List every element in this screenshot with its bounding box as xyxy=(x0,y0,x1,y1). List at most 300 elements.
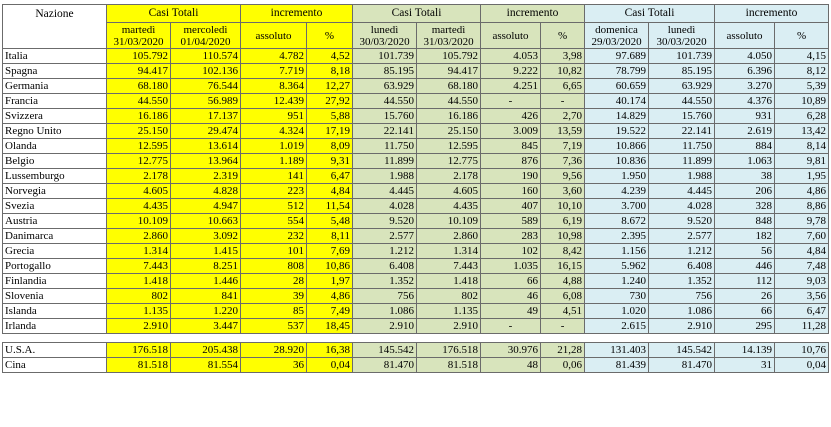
incremento-header-2: incremento xyxy=(481,5,585,23)
table-cell: 68.180 xyxy=(107,79,171,94)
casi-totali-header-3: Casi Totali xyxy=(585,5,715,23)
table-row xyxy=(3,169,829,184)
table-cell: 25.150 xyxy=(107,124,171,139)
table-cell: 12.775 xyxy=(417,154,481,169)
table-cell: 841 xyxy=(171,289,241,304)
table-cell: 7,36 xyxy=(541,154,585,169)
table-cell: 10,86 xyxy=(307,259,353,274)
table-row xyxy=(3,214,829,229)
table-cell: 160 xyxy=(481,184,541,199)
table-cell: 8.672 xyxy=(585,214,649,229)
table-cell: 39 xyxy=(241,289,307,304)
table-cell: 4.605 xyxy=(107,184,171,199)
table-cell: 295 xyxy=(715,319,775,334)
table-cell: 5,48 xyxy=(307,214,353,229)
table-cell: 4,84 xyxy=(307,184,353,199)
table-cell: 36 xyxy=(241,358,307,373)
table-cell: 13,59 xyxy=(541,124,585,139)
table-cell: 4.251 xyxy=(481,79,541,94)
table-cell: 1.418 xyxy=(107,274,171,289)
table-cell: - xyxy=(481,319,541,334)
table-cell: 101.739 xyxy=(649,49,715,64)
table-cell: 46 xyxy=(481,289,541,304)
table-cell: 876 xyxy=(481,154,541,169)
table-cell: 1.135 xyxy=(107,304,171,319)
table-cell: 63.929 xyxy=(353,79,417,94)
country-name: Cina xyxy=(3,358,107,373)
table-cell: 10,98 xyxy=(541,229,585,244)
country-name: Norvegia xyxy=(3,184,107,199)
table-cell: 6.408 xyxy=(649,259,715,274)
table-cell: 31 xyxy=(715,358,775,373)
table-cell: 10,89 xyxy=(775,94,829,109)
table-cell: 9.520 xyxy=(649,214,715,229)
country-name: Finlandia xyxy=(3,274,107,289)
table-cell: - xyxy=(481,94,541,109)
country-name: Regno Unito xyxy=(3,124,107,139)
table-cell: 845 xyxy=(481,139,541,154)
table-row xyxy=(3,343,829,358)
table-cell: 8,42 xyxy=(541,244,585,259)
table-cell: 537 xyxy=(241,319,307,334)
table-cell: 81.518 xyxy=(107,358,171,373)
nation-header: Nazione xyxy=(3,5,107,49)
table-cell: 1.988 xyxy=(353,169,417,184)
table-cell: 85.195 xyxy=(353,64,417,79)
table-cell: 7,19 xyxy=(541,139,585,154)
table-cell: - xyxy=(541,94,585,109)
table-cell: 931 xyxy=(715,109,775,124)
table-cell: 1.950 xyxy=(585,169,649,184)
table-cell: 2.577 xyxy=(649,229,715,244)
table-cell: 81.439 xyxy=(585,358,649,373)
table-body xyxy=(3,49,829,334)
table-cell: 1.352 xyxy=(353,274,417,289)
table-cell: 10,10 xyxy=(541,199,585,214)
table-cell: 81.470 xyxy=(649,358,715,373)
table-cell: 5,88 xyxy=(307,109,353,124)
table-cell: 426 xyxy=(481,109,541,124)
table-cell: 145.542 xyxy=(649,343,715,358)
incremento-header-1: incremento xyxy=(241,5,353,23)
table-cell: 205.438 xyxy=(171,343,241,358)
table-cell: 101.739 xyxy=(353,49,417,64)
table-cell: 9.222 xyxy=(481,64,541,79)
table-cell: 81.554 xyxy=(171,358,241,373)
table-cell: 1.189 xyxy=(241,154,307,169)
table-cell: 3,60 xyxy=(541,184,585,199)
table-cell: 4.028 xyxy=(353,199,417,214)
table-cell: 6.396 xyxy=(715,64,775,79)
table-cell: 0,06 xyxy=(541,358,585,373)
table-cell: 884 xyxy=(715,139,775,154)
table-cell: 4.239 xyxy=(585,184,649,199)
table-cell: 1.212 xyxy=(353,244,417,259)
table-cell: 15.760 xyxy=(353,109,417,124)
table-cell: 11.899 xyxy=(353,154,417,169)
table-row xyxy=(3,358,829,373)
table-cell: 4.605 xyxy=(417,184,481,199)
table-cell: 2.577 xyxy=(353,229,417,244)
table-cell: 85 xyxy=(241,304,307,319)
table-cell: 11.750 xyxy=(649,139,715,154)
date-header-1b: mercoledì 01/04/2020 xyxy=(171,23,241,49)
table-row xyxy=(3,259,829,274)
assoluto-header-2: assoluto xyxy=(481,23,541,49)
table-cell: 4,84 xyxy=(775,244,829,259)
table-cell: 4,51 xyxy=(541,304,585,319)
table-cell: 66 xyxy=(715,304,775,319)
covid-cases-table-container xyxy=(2,4,828,373)
spacer-cell xyxy=(3,334,829,343)
covid-cases-table xyxy=(2,4,829,373)
table-cell: 802 xyxy=(107,289,171,304)
table-cell: 2.178 xyxy=(107,169,171,184)
table-cell: 11,28 xyxy=(775,319,829,334)
table-cell: 9,31 xyxy=(307,154,353,169)
table-cell: 11,54 xyxy=(307,199,353,214)
table-cell: 4.947 xyxy=(171,199,241,214)
table-cell: 44.550 xyxy=(417,94,481,109)
table-cell: 17.137 xyxy=(171,109,241,124)
assoluto-header-1: assoluto xyxy=(241,23,307,49)
table-cell: 283 xyxy=(481,229,541,244)
table-cell: 10.866 xyxy=(585,139,649,154)
percent-header-3: % xyxy=(775,23,829,49)
table-cell: 1.314 xyxy=(107,244,171,259)
table-row xyxy=(3,319,829,334)
table-cell: 190 xyxy=(481,169,541,184)
table-cell: 1.988 xyxy=(649,169,715,184)
date-header-1a: martedì 31/03/2020 xyxy=(107,23,171,49)
table-cell: 1.063 xyxy=(715,154,775,169)
table-cell: 85.195 xyxy=(649,64,715,79)
country-name: Spagna xyxy=(3,64,107,79)
table-cell: 1.314 xyxy=(417,244,481,259)
table-cell: 206 xyxy=(715,184,775,199)
table-cell: 7,69 xyxy=(307,244,353,259)
table-cell: 141 xyxy=(241,169,307,184)
table-cell: 10,82 xyxy=(541,64,585,79)
table-row xyxy=(3,49,829,64)
table-cell: 407 xyxy=(481,199,541,214)
table-cell: 16.186 xyxy=(417,109,481,124)
table-cell: 1.019 xyxy=(241,139,307,154)
country-name: Belgio xyxy=(3,154,107,169)
table-row xyxy=(3,289,829,304)
table-cell: 48 xyxy=(481,358,541,373)
table-cell: 7,49 xyxy=(307,304,353,319)
date-header-3b: lunedì 30/03/2020 xyxy=(649,23,715,49)
table-cell: 512 xyxy=(241,199,307,214)
table-cell: 1.035 xyxy=(481,259,541,274)
table-cell: 951 xyxy=(241,109,307,124)
table-cell: 7,60 xyxy=(775,229,829,244)
table-cell: - xyxy=(541,319,585,334)
table-cell: 11.899 xyxy=(649,154,715,169)
country-name: Lussemburgo xyxy=(3,169,107,184)
table-cell: 3,56 xyxy=(775,289,829,304)
table-cell: 6.408 xyxy=(353,259,417,274)
country-name: Olanda xyxy=(3,139,107,154)
table-cell: 176.518 xyxy=(417,343,481,358)
table-cell: 49 xyxy=(481,304,541,319)
country-name: Grecia xyxy=(3,244,107,259)
table-cell: 11.750 xyxy=(353,139,417,154)
table-cell: 1.020 xyxy=(585,304,649,319)
table-cell: 2.615 xyxy=(585,319,649,334)
table-cell: 2.910 xyxy=(353,319,417,334)
table-cell: 12.595 xyxy=(107,139,171,154)
table-cell: 2.319 xyxy=(171,169,241,184)
table-cell: 8,14 xyxy=(775,139,829,154)
table-cell: 802 xyxy=(417,289,481,304)
table-cell: 4,88 xyxy=(541,274,585,289)
table-cell: 756 xyxy=(353,289,417,304)
table-cell: 4,86 xyxy=(307,289,353,304)
table-header xyxy=(3,5,829,49)
table-cell: 44.550 xyxy=(353,94,417,109)
table-cell: 2.910 xyxy=(649,319,715,334)
table-cell: 1.220 xyxy=(171,304,241,319)
table-cell: 4.324 xyxy=(241,124,307,139)
table-cell: 4,86 xyxy=(775,184,829,199)
table-cell: 8.251 xyxy=(171,259,241,274)
table-cell: 1.415 xyxy=(171,244,241,259)
table-cell: 3.447 xyxy=(171,319,241,334)
country-name: U.S.A. xyxy=(3,343,107,358)
table-cell: 232 xyxy=(241,229,307,244)
table-cell: 2.860 xyxy=(107,229,171,244)
table-cell: 66 xyxy=(481,274,541,289)
table-row xyxy=(3,199,829,214)
table-cell: 4,52 xyxy=(307,49,353,64)
table-cell: 78.799 xyxy=(585,64,649,79)
table-cell: 1.418 xyxy=(417,274,481,289)
table-row xyxy=(3,139,829,154)
table-cell: 81.518 xyxy=(417,358,481,373)
table-cell: 4.053 xyxy=(481,49,541,64)
table-cell: 4.828 xyxy=(171,184,241,199)
table-row xyxy=(3,64,829,79)
table-cell: 848 xyxy=(715,214,775,229)
table-row xyxy=(3,94,829,109)
table-cell: 17,19 xyxy=(307,124,353,139)
table-cell: 81.470 xyxy=(353,358,417,373)
date-header-2b: martedì 31/03/2020 xyxy=(417,23,481,49)
table-cell: 4.028 xyxy=(649,199,715,214)
table-cell: 8.364 xyxy=(241,79,307,94)
table-cell: 3.092 xyxy=(171,229,241,244)
table-cell: 4.050 xyxy=(715,49,775,64)
table-row xyxy=(3,154,829,169)
table-cell: 2.178 xyxy=(417,169,481,184)
table-cell: 14.139 xyxy=(715,343,775,358)
table-cell: 2,70 xyxy=(541,109,585,124)
table-cell: 145.542 xyxy=(353,343,417,358)
table-cell: 40.174 xyxy=(585,94,649,109)
table-cell: 28 xyxy=(241,274,307,289)
table-cell: 105.792 xyxy=(417,49,481,64)
table-cell: 9,03 xyxy=(775,274,829,289)
table-cell: 6,65 xyxy=(541,79,585,94)
country-name: Francia xyxy=(3,94,107,109)
table-cell: 2.395 xyxy=(585,229,649,244)
table-cell: 22.141 xyxy=(353,124,417,139)
table-cell: 56.989 xyxy=(171,94,241,109)
table-cell: 8,09 xyxy=(307,139,353,154)
table-cell: 4.376 xyxy=(715,94,775,109)
table-cell: 3.270 xyxy=(715,79,775,94)
table-cell: 56 xyxy=(715,244,775,259)
table-cell: 112 xyxy=(715,274,775,289)
section-spacer xyxy=(3,334,829,343)
country-name: Danimarca xyxy=(3,229,107,244)
table-cell: 7,48 xyxy=(775,259,829,274)
casi-totali-header-1: Casi Totali xyxy=(107,5,241,23)
table-cell: 10.663 xyxy=(171,214,241,229)
table-cell: 4.445 xyxy=(649,184,715,199)
table-cell: 554 xyxy=(241,214,307,229)
table-cell: 1.086 xyxy=(353,304,417,319)
table-cell: 8,86 xyxy=(775,199,829,214)
table-cell: 6,47 xyxy=(775,304,829,319)
table-cell: 3,98 xyxy=(541,49,585,64)
table-cell: 44.550 xyxy=(649,94,715,109)
table-cell: 1.352 xyxy=(649,274,715,289)
table-cell: 105.792 xyxy=(107,49,171,64)
table-cell: 110.574 xyxy=(171,49,241,64)
table-cell: 9.520 xyxy=(353,214,417,229)
table-cell: 10,76 xyxy=(775,343,829,358)
table-cell: 5.962 xyxy=(585,259,649,274)
table-cell: 68.180 xyxy=(417,79,481,94)
table-cell: 13.614 xyxy=(171,139,241,154)
country-name: Slovenia xyxy=(3,289,107,304)
table-cell: 10.109 xyxy=(417,214,481,229)
table-cell: 9,81 xyxy=(775,154,829,169)
table-cell: 13.964 xyxy=(171,154,241,169)
table-cell: 3.009 xyxy=(481,124,541,139)
table-cell: 6,19 xyxy=(541,214,585,229)
table-row xyxy=(3,229,829,244)
table-cell: 27,92 xyxy=(307,94,353,109)
table-cell: 60.659 xyxy=(585,79,649,94)
table-cell: 18,45 xyxy=(307,319,353,334)
country-name: Irlanda xyxy=(3,319,107,334)
table-cell: 4.445 xyxy=(353,184,417,199)
table-cell: 7.719 xyxy=(241,64,307,79)
country-name: Svezia xyxy=(3,199,107,214)
table-cell: 38 xyxy=(715,169,775,184)
table-cell: 1.086 xyxy=(649,304,715,319)
table-cell: 730 xyxy=(585,289,649,304)
table-cell: 6,47 xyxy=(307,169,353,184)
table-row xyxy=(3,124,829,139)
country-name: Austria xyxy=(3,214,107,229)
table-cell: 94.417 xyxy=(417,64,481,79)
table-cell: 328 xyxy=(715,199,775,214)
country-name: Germania xyxy=(3,79,107,94)
table-cell: 0,04 xyxy=(775,358,829,373)
table-cell: 446 xyxy=(715,259,775,274)
table-cell: 102 xyxy=(481,244,541,259)
date-header-2a: lunedì 30/03/2020 xyxy=(353,23,417,49)
table-cell: 1.212 xyxy=(649,244,715,259)
table-cell: 5,39 xyxy=(775,79,829,94)
table-row xyxy=(3,274,829,289)
table-cell: 1.446 xyxy=(171,274,241,289)
table-cell: 12.595 xyxy=(417,139,481,154)
table-cell: 223 xyxy=(241,184,307,199)
casi-totali-header-2: Casi Totali xyxy=(353,5,481,23)
table-cell: 182 xyxy=(715,229,775,244)
table-cell: 21,28 xyxy=(541,343,585,358)
table-cell: 7.443 xyxy=(417,259,481,274)
table-cell: 131.403 xyxy=(585,343,649,358)
table-cell: 4.782 xyxy=(241,49,307,64)
table-cell: 6,08 xyxy=(541,289,585,304)
table-cell: 9,56 xyxy=(541,169,585,184)
table-cell: 10.109 xyxy=(107,214,171,229)
table-cell: 1,95 xyxy=(775,169,829,184)
table-cell: 30.976 xyxy=(481,343,541,358)
table-cell: 8,11 xyxy=(307,229,353,244)
table-cell: 589 xyxy=(481,214,541,229)
table-cell: 16.186 xyxy=(107,109,171,124)
table-cell: 4.435 xyxy=(107,199,171,214)
table-cell: 76.544 xyxy=(171,79,241,94)
table-cell: 2.910 xyxy=(417,319,481,334)
percent-header-2: % xyxy=(541,23,585,49)
table-cell: 12,27 xyxy=(307,79,353,94)
table-cell: 44.550 xyxy=(107,94,171,109)
table-cell: 6,28 xyxy=(775,109,829,124)
table-cell: 1.135 xyxy=(417,304,481,319)
country-name: Portogallo xyxy=(3,259,107,274)
table-cell: 3.700 xyxy=(585,199,649,214)
table-cell: 7.443 xyxy=(107,259,171,274)
table-cell: 26 xyxy=(715,289,775,304)
table-cell: 808 xyxy=(241,259,307,274)
table-cell: 4.435 xyxy=(417,199,481,214)
table-cell: 1.240 xyxy=(585,274,649,289)
table-row xyxy=(3,244,829,259)
table-cell: 22.141 xyxy=(649,124,715,139)
table-cell: 1,97 xyxy=(307,274,353,289)
table-cell: 176.518 xyxy=(107,343,171,358)
table-cell: 8,18 xyxy=(307,64,353,79)
table-row xyxy=(3,79,829,94)
country-name: Svizzera xyxy=(3,109,107,124)
incremento-header-3: incremento xyxy=(715,5,829,23)
date-header-3a: domenica 29/03/2020 xyxy=(585,23,649,49)
table-cell: 102.136 xyxy=(171,64,241,79)
table-cell: 29.474 xyxy=(171,124,241,139)
table-cell: 28.920 xyxy=(241,343,307,358)
table-cell: 13,42 xyxy=(775,124,829,139)
table-cell: 12.439 xyxy=(241,94,307,109)
table-cell: 101 xyxy=(241,244,307,259)
table-cell: 2.619 xyxy=(715,124,775,139)
table-cell: 16,38 xyxy=(307,343,353,358)
country-name: Italia xyxy=(3,49,107,64)
table-cell: 1.156 xyxy=(585,244,649,259)
table-cell: 10.836 xyxy=(585,154,649,169)
table-cell: 8,12 xyxy=(775,64,829,79)
table-cell: 94.417 xyxy=(107,64,171,79)
table-cell: 97.689 xyxy=(585,49,649,64)
